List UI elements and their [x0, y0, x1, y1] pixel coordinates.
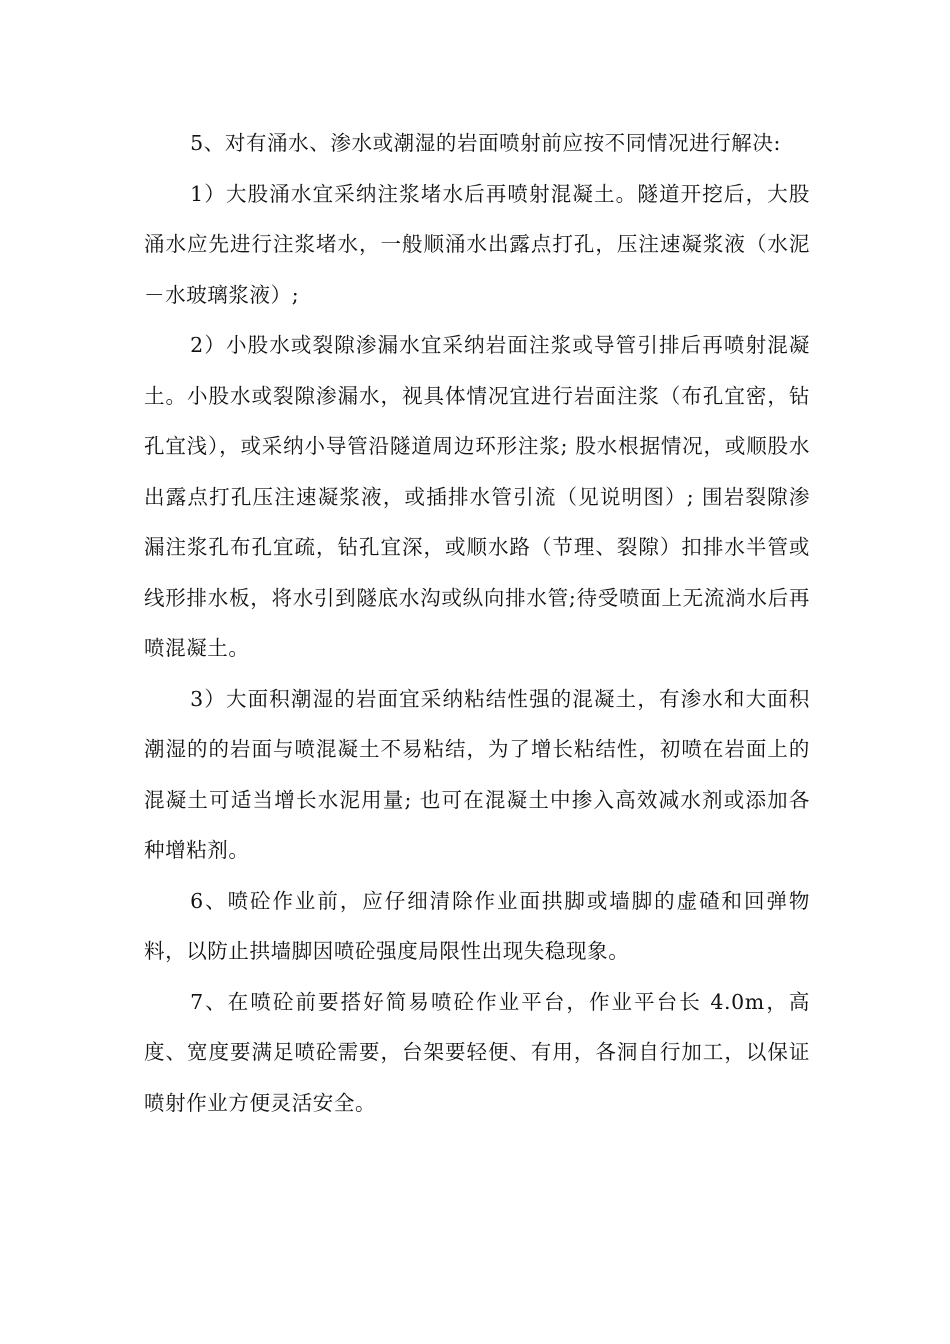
paragraph-subitem-3: 3）大面积潮湿的岩面宜采纳粘结性强的混凝土，有渗水和大面积潮湿的的岩面与喷混凝土不易粘结，为了增长粘结性，初喷在岩面上的混凝土可适当增长水泥用量; 也可在混凝土中掺入高效减水剂或添加各种增粘剂。	[144, 686, 810, 862]
paragraph-item-6: 6、喷砼作业前，应仔细清除作业面拱脚或墙脚的虚碴和回弹物料，以防止拱墙脚因喷砼强度局限性出现失稳现象。	[144, 888, 810, 963]
paragraph-subitem-2: 2）小股水或裂隙渗漏水宜采纳岩面注浆或导管引排后再喷射混凝土。小股水或裂隙渗漏水，视具体情况宜进行岩面注浆（布孔宜密，钻孔宜浅），或采纳小导管沿隧道周边环形注浆; 股水根据情况，或顺股水出露点打孔压注速凝浆液，或插排水管引流（见说明图）; 围岩裂隙渗漏注浆孔布孔宜疏，钻孔宜深，或顺水路（节理、裂隙）扣排水半管或线形排水板，将水引到隧底水沟或纵向排水管;待受喷面上无流淌水后再喷混凝土。	[144, 333, 810, 660]
paragraph-item-5: 5、对有涌水、渗水或潮湿的岩面喷射前应按不同情况进行解决:	[190, 131, 781, 155]
paragraph-item-7: 7、在喷砼前要搭好简易喷砼作业平台，作业平台长 4.0m，高度、宽度要满足喷砼需要，台架要轻便、有用，各洞自行加工，以保证喷射作业方便灵活安全。	[144, 989, 810, 1115]
paragraph-subitem-1: 1）大股涌水宜采纳注浆堵水后再喷射混凝土。隧道开挖后，大股涌水应先进行注浆堵水，一般顺涌水出露点打孔，压注速凝浆液（水泥－水玻璃浆液）;	[144, 181, 810, 307]
document-body	[144, 118, 810, 1128]
